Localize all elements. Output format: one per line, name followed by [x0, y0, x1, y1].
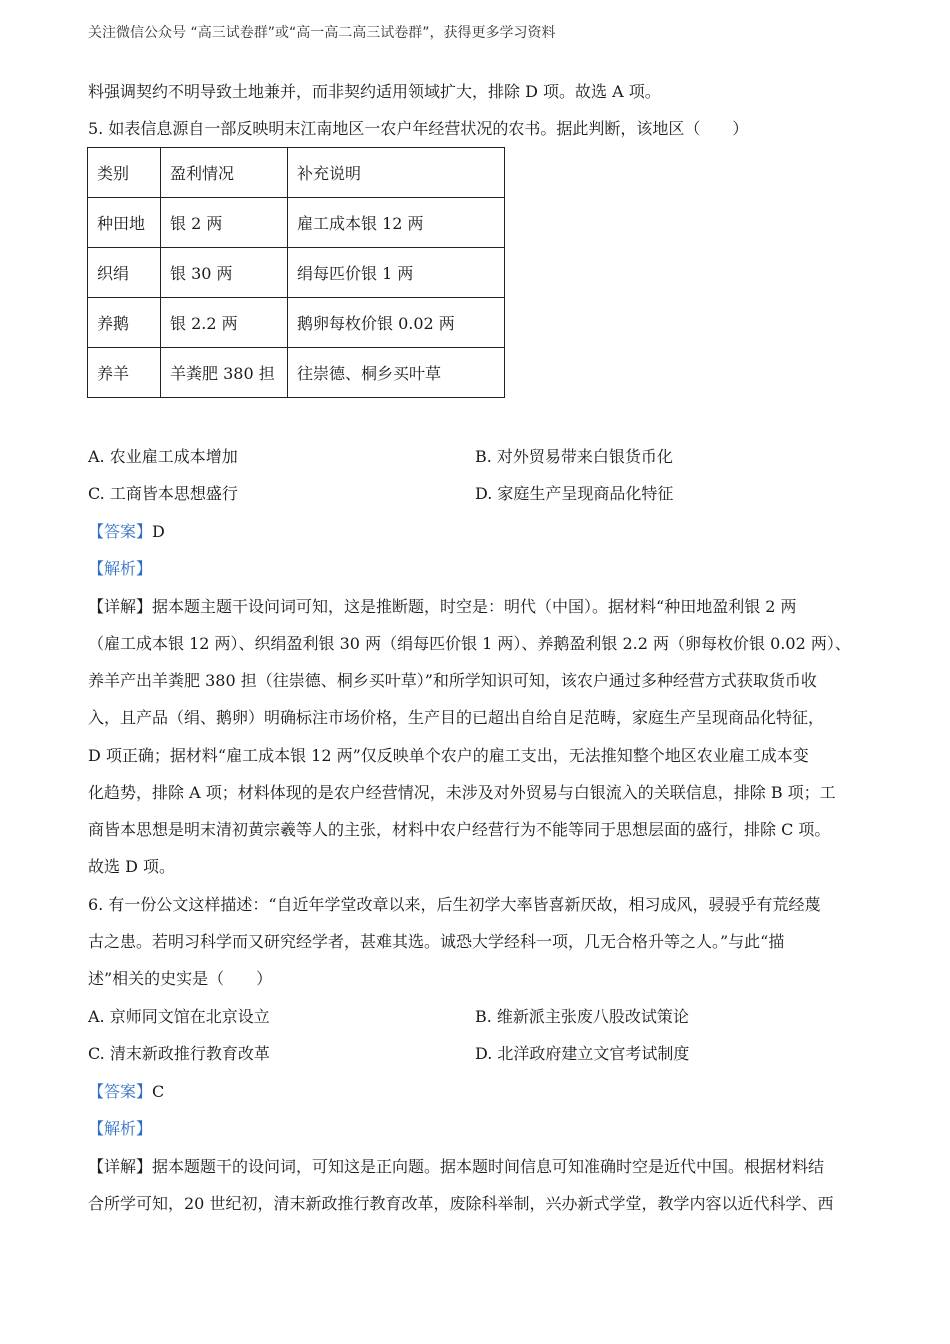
- table-row: [88, 298, 505, 348]
- q5-detail-line: 化趋势，排除 A 项；材料体现的是农户经营情况，未涉及对外贸易与白银流入的关联信息，排除 B 项；工: [88, 783, 836, 802]
- table-cell: 鹅卵每枚价银 0.02 两: [288, 298, 505, 348]
- question-5-table: [87, 147, 505, 398]
- q6-option-d: D. 北洋政府建立文官考试制度: [475, 1044, 690, 1063]
- q5-detail-line: 商皆本思想是明末清初黄宗羲等人的主张，材料中农户经营行为不能等同于思想层面的盛行，排除 C 项。: [88, 820, 831, 839]
- table-cell: 银 2.2 两: [161, 298, 288, 348]
- q5-detail-line: D 项正确；据材料“雇工成本银 12 两”仅反映单个农户的雇工支出，无法推知整个地区农业雇工成本变: [88, 746, 809, 765]
- q6-detail-line: [88, 1156, 824, 1178]
- q5-option-d: D. 家庭生产呈现商品化特征: [475, 484, 674, 503]
- question-6-stem-line: 古之患。若明习科学而又研究经学者，甚难其选。诚恐大学经科一项，几无合格升等之人。”与此“描: [88, 932, 785, 951]
- q5-detail-line: 入，且产品（绢、鹅卵）明确标注市场价格，生产目的已超出自给自足范畴，家庭生产呈现商品化特征，: [88, 708, 825, 727]
- table-cell: 羊粪肥 380 担: [161, 348, 288, 398]
- table-header-row: [88, 148, 505, 198]
- detail-label: 【详解】: [88, 597, 153, 616]
- page-header: 关注微信公众号 “高三试卷群”或“高一高二高三试卷群”，获得更多学习资料: [88, 25, 556, 41]
- table-cell: 织绢: [88, 248, 161, 298]
- q6-analysis-label: 【解析】: [88, 1119, 153, 1138]
- answer-value: D: [152, 522, 165, 541]
- table-header-cell: 类别: [88, 148, 161, 198]
- q6-answer: [88, 1081, 164, 1103]
- detail-text: 据本题主题干设问词可知，这是推断题，时空是：明代（中国）。据材料“种田地盈利银 2 两: [152, 597, 797, 616]
- table-cell: 种田地: [88, 198, 161, 248]
- q5-detail-line: 故选 D 项。: [88, 857, 176, 876]
- q5-option-a: A. 农业雇工成本增加: [88, 447, 238, 466]
- table-cell: 银 30 两: [161, 248, 288, 298]
- detail-label: 【详解】: [88, 1157, 153, 1176]
- table-cell: 养羊: [88, 348, 161, 398]
- answer-label: 【答案】: [88, 1082, 153, 1101]
- q5-detail-line: （雇工成本银 12 两）、织绢盈利银 30 两（绢每匹价银 1 两）、养鹅盈利银 2.2 两（卵每枚价银 0.02 两）、: [88, 634, 851, 653]
- detail-text: 据本题题干的设问词，可知这是正向题。据本题时间信息可知准确时空是近代中国。根据材料结: [152, 1157, 825, 1176]
- q5-option-b: B. 对外贸易带来白银货币化: [475, 447, 673, 466]
- q5-detail-line: [88, 596, 797, 618]
- q5-detail-line: 养羊产出羊粪肥 380 担（往崇德、桐乡买叶草）”和所学知识可知，该农户通过多种经营方式获取货币收: [88, 671, 817, 690]
- question-6-stem-line: 6. 有一份公文这样描述：“自近年学堂改章以来，后生初学大率皆喜新厌故，相习成风，骎骎乎有荒经蔑: [88, 895, 821, 914]
- q6-detail-line: 合所学可知，20 世纪初，清末新政推行教育改革，废除科举制，兴办新式学堂，教学内容以近代科学、西: [88, 1194, 834, 1213]
- q5-answer: [88, 521, 165, 543]
- q6-option-c: C. 清末新政推行教育改革: [88, 1044, 270, 1063]
- table-row: [88, 348, 505, 398]
- q6-option-a: A. 京师同文馆在北京设立: [88, 1007, 270, 1026]
- answer-label: 【答案】: [88, 522, 153, 541]
- table-row: [88, 198, 505, 248]
- table-cell: 养鹅: [88, 298, 161, 348]
- q6-option-b: B. 维新派主张废八股改试策论: [475, 1007, 689, 1026]
- previous-answer-tail: 料强调契约不明导致土地兼并，而非契约适用领域扩大，排除 D 项。故选 A 项。: [88, 82, 661, 101]
- table-cell: 往崇德、桐乡买叶草: [288, 348, 505, 398]
- table-header-cell: 盈利情况: [161, 148, 288, 198]
- question-6-stem-line: 述”相关的史实是（ ）: [88, 969, 273, 988]
- table-cell: 绢每匹价银 1 两: [288, 248, 505, 298]
- table-header-cell: 补充说明: [288, 148, 505, 198]
- table-cell: 雇工成本银 12 两: [288, 198, 505, 248]
- question-5-stem: 5. 如表信息源自一部反映明末江南地区一农户年经营状况的农书。据此判断，该地区（ ）: [88, 119, 749, 138]
- table-row: [88, 248, 505, 298]
- answer-value: C: [152, 1082, 165, 1101]
- q5-analysis-label: 【解析】: [88, 559, 153, 578]
- q5-option-c: C. 工商皆本思想盛行: [88, 484, 238, 503]
- table-cell: 银 2 两: [161, 198, 288, 248]
